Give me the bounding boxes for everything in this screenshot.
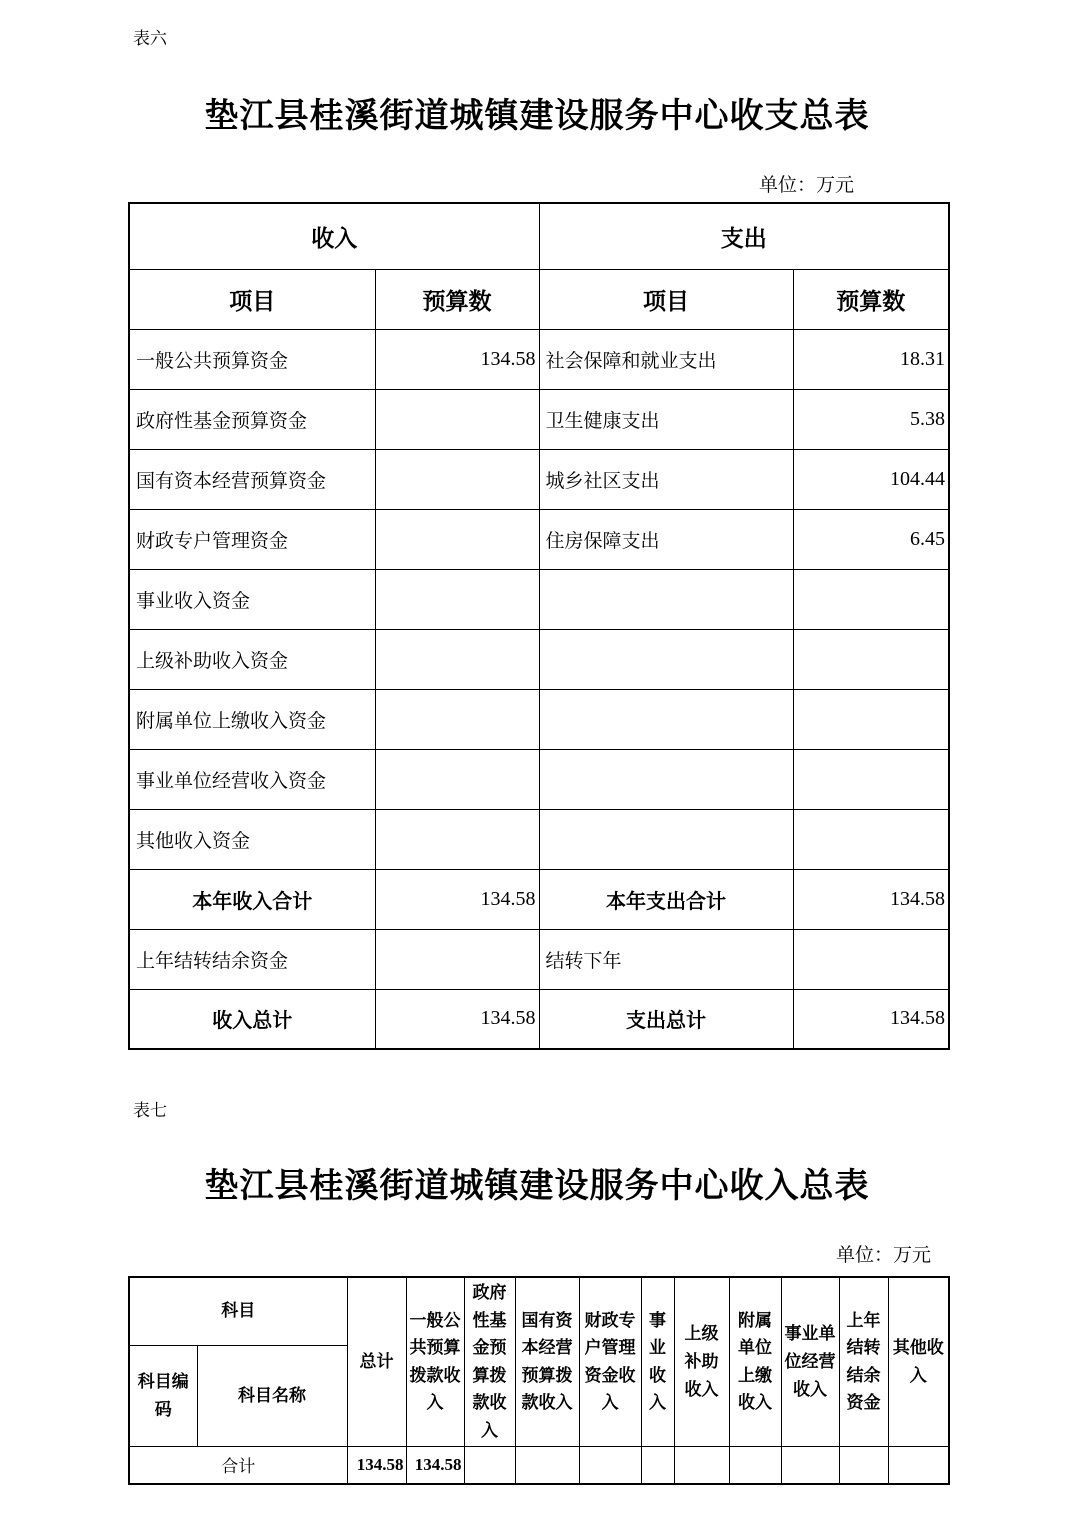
income-item-cell: 一般公共预算资金 bbox=[129, 329, 375, 389]
income-value-cell bbox=[375, 929, 539, 989]
table-row bbox=[129, 203, 949, 269]
table7-title: 垫江县桂溪街道城镇建设服务中心收入总表 bbox=[204, 1168, 870, 1205]
subject-code-header: 科目编码 bbox=[129, 1345, 197, 1446]
table6-unit-label: 单位：万元 bbox=[758, 175, 854, 196]
total-row-label: 合计 bbox=[129, 1446, 347, 1484]
income-value-cell bbox=[375, 389, 539, 449]
expense-value-cell bbox=[793, 629, 949, 689]
income-total-value: 134.58 bbox=[375, 989, 539, 1049]
column-header-operational-income: 事业收入 bbox=[641, 1277, 674, 1446]
total-value-cell bbox=[641, 1446, 674, 1484]
table-row bbox=[129, 809, 949, 869]
column-header-other-income: 其他收入 bbox=[888, 1277, 949, 1446]
table-row bbox=[129, 449, 949, 509]
total-value-cell bbox=[839, 1446, 888, 1484]
total-row bbox=[129, 1446, 949, 1484]
total-value-cell bbox=[579, 1446, 641, 1484]
table6-label: 表六 bbox=[133, 29, 167, 48]
expense-value-cell: 104.44 bbox=[793, 449, 949, 509]
income-value-cell bbox=[375, 809, 539, 869]
subject-header: 科目 bbox=[129, 1277, 347, 1345]
expense-section-header: 支出 bbox=[539, 203, 949, 269]
expense-value-cell: 18.31 bbox=[793, 329, 949, 389]
total-value-cell bbox=[515, 1446, 579, 1484]
income-item-cell: 国有资本经营预算资金 bbox=[129, 449, 375, 509]
subtotal-row bbox=[129, 869, 949, 929]
income-value-cell: 134.58 bbox=[375, 329, 539, 389]
expense-item-cell bbox=[539, 629, 793, 689]
total-value-cell: 134.58 bbox=[347, 1446, 406, 1484]
income-item-cell: 其他收入资金 bbox=[129, 809, 375, 869]
column-header-prior-year-carryover: 上年结转结余资金 bbox=[839, 1277, 888, 1446]
table-row bbox=[129, 1277, 949, 1345]
expense-item-cell: 城乡社区支出 bbox=[539, 449, 793, 509]
expense-value-cell: 5.38 bbox=[793, 389, 949, 449]
income-item-cell: 财政专户管理资金 bbox=[129, 509, 375, 569]
income-section-header: 收入 bbox=[129, 203, 539, 269]
column-header-general-public-budget: 一般公共预算拨款收入 bbox=[406, 1277, 464, 1446]
expense-value-cell bbox=[793, 689, 949, 749]
income-item-column-header: 项目 bbox=[129, 269, 375, 329]
grand-total-row bbox=[129, 989, 949, 1049]
subject-name-header: 科目名称 bbox=[197, 1345, 347, 1446]
expense-item-cell bbox=[539, 569, 793, 629]
income-value-cell bbox=[375, 509, 539, 569]
income-budget-column-header: 预算数 bbox=[375, 269, 539, 329]
income-item-cell: 上年结转结余资金 bbox=[129, 929, 375, 989]
income-value-cell bbox=[375, 749, 539, 809]
column-header-total: 总计 bbox=[347, 1277, 406, 1446]
table-row bbox=[129, 689, 949, 749]
total-value-cell bbox=[464, 1446, 515, 1484]
column-header-business-operation-income: 事业单位经营收入 bbox=[781, 1277, 839, 1446]
total-value-cell bbox=[729, 1446, 781, 1484]
income-item-cell: 上级补助收入资金 bbox=[129, 629, 375, 689]
expense-value-cell bbox=[793, 749, 949, 809]
expense-item-cell bbox=[539, 689, 793, 749]
column-header-state-capital-budget: 国有资本经营预算拨款收入 bbox=[515, 1277, 579, 1446]
expense-item-cell: 社会保障和就业支出 bbox=[539, 329, 793, 389]
table-row bbox=[129, 269, 949, 329]
table-row bbox=[129, 629, 949, 689]
expense-item-cell: 卫生健康支出 bbox=[539, 389, 793, 449]
income-subtotal-value: 134.58 bbox=[375, 869, 539, 929]
income-value-cell bbox=[375, 689, 539, 749]
expense-value-cell bbox=[793, 809, 949, 869]
revenue-summary-table bbox=[128, 1276, 950, 1485]
income-item-cell: 附属单位上缴收入资金 bbox=[129, 689, 375, 749]
table-row bbox=[129, 749, 949, 809]
total-value-cell bbox=[781, 1446, 839, 1484]
expense-total-label: 支出总计 bbox=[539, 989, 793, 1049]
expense-item-cell: 结转下年 bbox=[539, 929, 793, 989]
table-row bbox=[129, 509, 949, 569]
column-header-affiliated-unit-income: 附属单位上缴收入 bbox=[729, 1277, 781, 1446]
total-value-cell bbox=[888, 1446, 949, 1484]
income-item-cell: 事业收入资金 bbox=[129, 569, 375, 629]
total-value-cell bbox=[674, 1446, 729, 1484]
expense-value-cell: 6.45 bbox=[793, 509, 949, 569]
table-row bbox=[129, 389, 949, 449]
income-item-cell: 事业单位经营收入资金 bbox=[129, 749, 375, 809]
income-value-cell bbox=[375, 569, 539, 629]
expense-value-cell bbox=[793, 929, 949, 989]
expense-item-cell bbox=[539, 809, 793, 869]
income-item-cell: 政府性基金预算资金 bbox=[129, 389, 375, 449]
table7-unit-label: 单位：万元 bbox=[835, 1245, 931, 1266]
expense-value-cell bbox=[793, 569, 949, 629]
expense-subtotal-value: 134.58 bbox=[793, 869, 949, 929]
income-value-cell bbox=[375, 449, 539, 509]
table-row bbox=[129, 569, 949, 629]
column-header-government-fund-budget: 政府性基金预算拨款收入 bbox=[464, 1277, 515, 1446]
expense-item-cell: 住房保障支出 bbox=[539, 509, 793, 569]
table-row bbox=[129, 329, 949, 389]
expense-item-cell bbox=[539, 749, 793, 809]
income-value-cell bbox=[375, 629, 539, 689]
column-header-superior-subsidy-income: 上级补助收入 bbox=[674, 1277, 729, 1446]
expense-total-value: 134.58 bbox=[793, 989, 949, 1049]
table7-label: 表七 bbox=[133, 1101, 167, 1120]
expense-item-column-header: 项目 bbox=[539, 269, 793, 329]
carryover-row bbox=[129, 929, 949, 989]
income-total-label: 收入总计 bbox=[129, 989, 375, 1049]
expense-subtotal-label: 本年支出合计 bbox=[539, 869, 793, 929]
column-header-fiscal-account-funds: 财政专户管理资金收入 bbox=[579, 1277, 641, 1446]
income-subtotal-label: 本年收入合计 bbox=[129, 869, 375, 929]
table6-title: 垫江县桂溪街道城镇建设服务中心收支总表 bbox=[204, 98, 870, 135]
expense-budget-column-header: 预算数 bbox=[793, 269, 949, 329]
total-value-cell: 134.58 bbox=[406, 1446, 464, 1484]
revenue-expenditure-summary-table bbox=[128, 202, 950, 1050]
